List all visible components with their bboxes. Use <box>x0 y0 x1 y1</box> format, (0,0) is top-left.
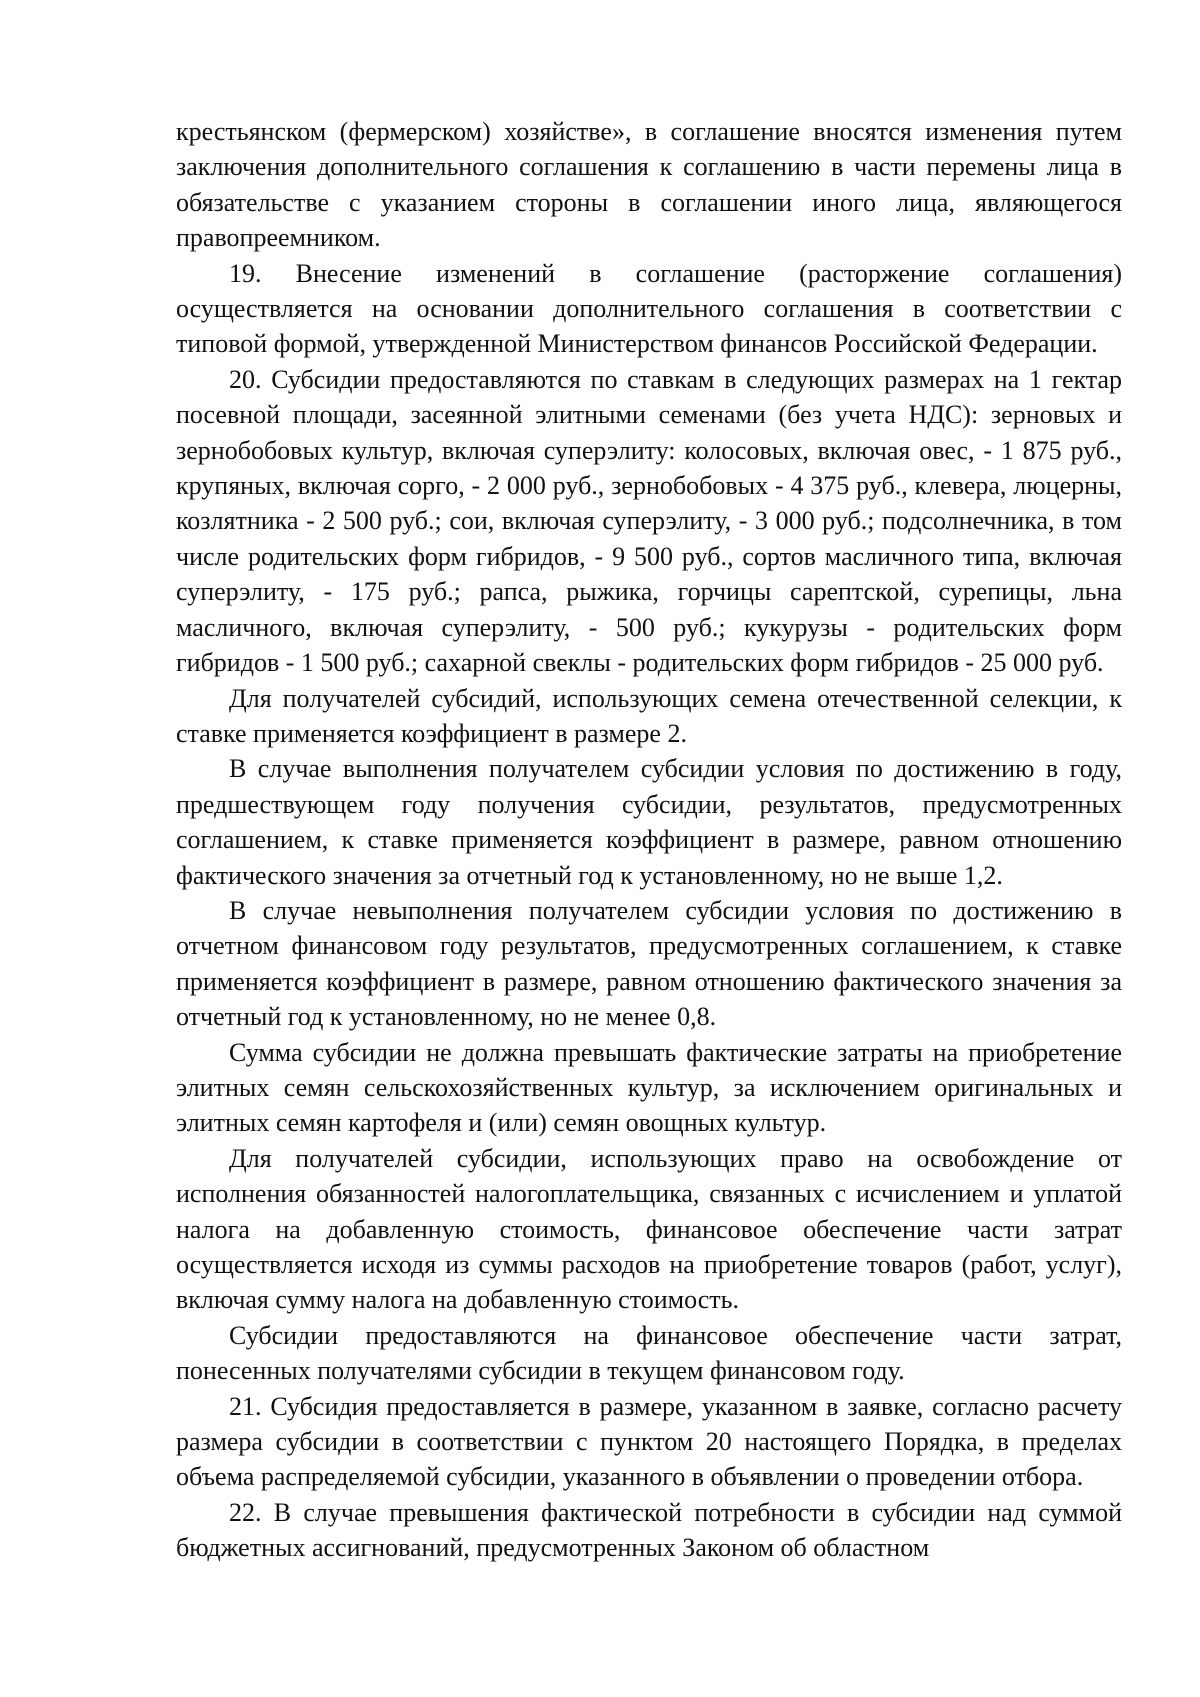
paragraph-results-achieved-coefficient: В случае выполнения получателем субсидии условия по достижению в году, предшествующем году получения субсидии, результатов, предусмотренных соглашением, к ставке применяется коэффициент в размере, равном отношению фактического значения за отчетный год к установленному, но не выше 1,2. <box>176 754 1122 890</box>
paragraph-subsidy-limit: Сумма субсидии не должна превышать фактические затраты на приобретение элитных семян сельскохозяйственных культур, за исключением оригинальных и элитных семян картофеля и (или) семян овощных культур. <box>176 1037 1122 1138</box>
paragraph-item-22: 22. В случае превышения фактической потребности в субсидии над суммой бюджетных ассигнований, предусмотренных Законом об областном <box>176 1497 1122 1563</box>
paragraph-item-19: 19. Внесение изменений в соглашение (расторжение соглашения) осуществляется на основании дополнительного соглашения в соответствии с типовой формой, утвержденной Министерством финансов Российской Федерации. <box>176 258 1122 359</box>
paragraph-item-20: 20. Субсидии предоставляются по ставкам в следующих размерах на 1 гектар посевной площади, засеянной элитными семенами (без учета НДС): зерновых и зернобобовых культур, включая суперэлиту: колосовых, включая овес, - 1 875 руб., крупяных, включая сорго, - 2 000 руб., зернобобовых - 4 375 руб., клевера, люцерны, козлятника - 2 500 руб.; сои, включая суперэлиту, - 3 000 руб.; подсолнечника, в том числе родительских форм гибридов, - 9 500 руб., сортов масличного типа, включая суперэлиту, - 175 руб.; рапса, рыжика, горчицы сарептской, сурепицы, льна масличного, включая суперэлиту, - 500 руб.; кукурузы - родительских форм гибридов - 1 500 руб.; сахарной свеклы - родительских форм гибридов - 25 000 руб. <box>176 364 1122 678</box>
paragraph-continuation: крестьянском (фермерском) хозяйстве», в соглашение вносятся изменения путем заключения дополнительного соглашения к соглашению в части перемены лица в обязательстве с указанием стороны в соглашении иного лица, являющегося правопреемником. <box>176 117 1122 253</box>
paragraph-item-21: 21. Субсидия предоставляется в размере, указанном в заявке, согласно расчету размера субсидии в соответствии с пунктом 20 настоящего Порядка, в пределах объема распределяемой субсидии, указанного в объявлении о проведении отбора. <box>176 1391 1122 1492</box>
paragraph-current-year-costs: Субсидии предоставляются на финансовое обеспечение части затрат, понесенных получателями субсидии в текущем финансовом году. <box>176 1320 1122 1386</box>
paragraph-domestic-seeds-coefficient: Для получателей субсидий, использующих семена отечественной селекции, к ставке применяется коэффициент в размере 2. <box>176 683 1122 748</box>
paragraph-results-not-achieved-coefficient: В случае невыполнения получателем субсидии условия по достижению в отчетном финансовом году результатов, предусмотренных соглашением, к ставке применяется коэффициент в размере, равном отношению фактического значения за отчетный год к установленному, но не менее 0,8. <box>176 895 1122 1032</box>
document-page <box>176 114 1122 1566</box>
paragraph-vat-exempt: Для получателей субсидии, использующих право на освобождение от исполнения обязанностей налогоплательщика, связанных с исчислением и уплатой налога на добавленную стоимость, финансовое обеспечение части затрат осуществляется исходя из суммы расходов на приобретение товаров (работ, услуг), включая сумму налога на добавленную стоимость. <box>176 1143 1122 1315</box>
